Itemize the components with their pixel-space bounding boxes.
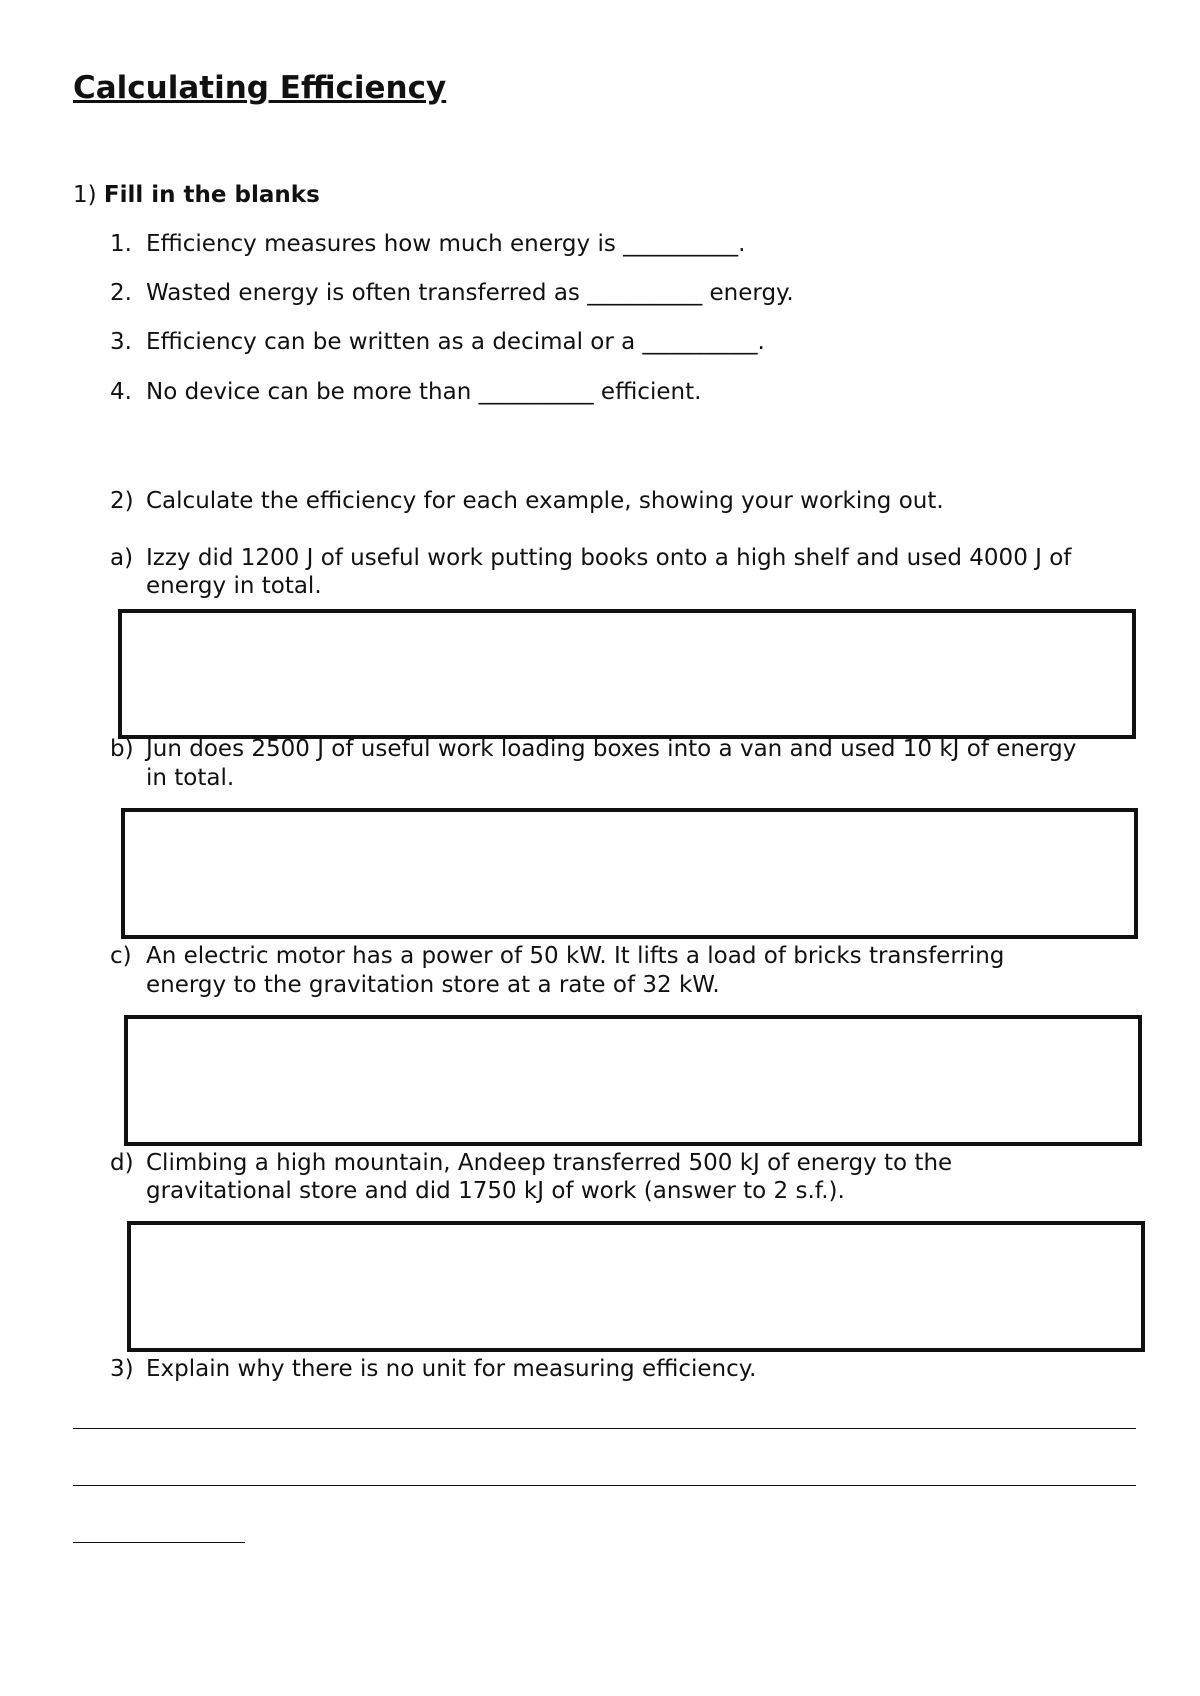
part-d-text-line-2: gravitational store and did 1750 kJ of work (answer to 2 s.f.). (146, 1178, 845, 1204)
blank-item-text: Wasted energy is often transferred as __________ energy. (146, 280, 794, 306)
answer-box-a[interactable] (118, 609, 1136, 739)
part-a-letter: a) (110, 545, 134, 571)
question-1-number: 1) (73, 182, 97, 208)
answer-box-b[interactable] (121, 808, 1138, 939)
answer-line[interactable] (73, 1485, 1136, 1486)
question-2-text: Calculate the efficiency for each example, showing your working out. (146, 488, 944, 514)
blank-item-text: Efficiency can be written as a decimal or a __________. (146, 329, 765, 355)
question-1-title: Fill in the blanks (103, 182, 320, 208)
question-3-text: Explain why there is no unit for measuring efficiency. (146, 1356, 757, 1382)
blank-item-text: No device can be more than __________ efficient. (146, 379, 702, 405)
question-1-heading (73, 182, 320, 208)
part-c-text-line-2: energy to the gravitation store at a rate of 32 kW. (146, 972, 720, 998)
page-title: Calculating Efficiency (73, 70, 447, 106)
blank-item-number: 2. (110, 280, 132, 306)
blank-item-number: 1. (110, 231, 132, 257)
part-d-letter: d) (110, 1150, 134, 1176)
part-a-text-line-2: energy in total. (146, 573, 322, 599)
part-a-text-line-1: Izzy did 1200 J of useful work putting books onto a high shelf and used 4000 J of (146, 545, 1072, 571)
answer-box-c[interactable] (124, 1015, 1142, 1146)
part-b-text-line-2: in total. (146, 765, 235, 791)
part-b-letter: b) (110, 736, 134, 762)
question-3-number: 3) (110, 1356, 134, 1382)
answer-line[interactable] (73, 1428, 1136, 1429)
blank-item-number: 3. (110, 329, 132, 355)
blank-item-text: Efficiency measures how much energy is __________. (146, 231, 746, 257)
answer-box-d[interactable] (127, 1221, 1145, 1352)
part-d-text-line-1: Climbing a high mountain, Andeep transferred 500 kJ of energy to the (146, 1150, 953, 1176)
part-b-text-line-1: Jun does 2500 J of useful work loading boxes into a van and used 10 kJ of energy (146, 736, 1077, 762)
blank-item-number: 4. (110, 379, 132, 405)
question-2-number: 2) (110, 488, 134, 514)
answer-line[interactable] (73, 1542, 245, 1543)
part-c-letter: c) (110, 943, 132, 969)
part-c-text-line-1: An electric motor has a power of 50 kW. It lifts a load of bricks transferring (146, 943, 1005, 969)
